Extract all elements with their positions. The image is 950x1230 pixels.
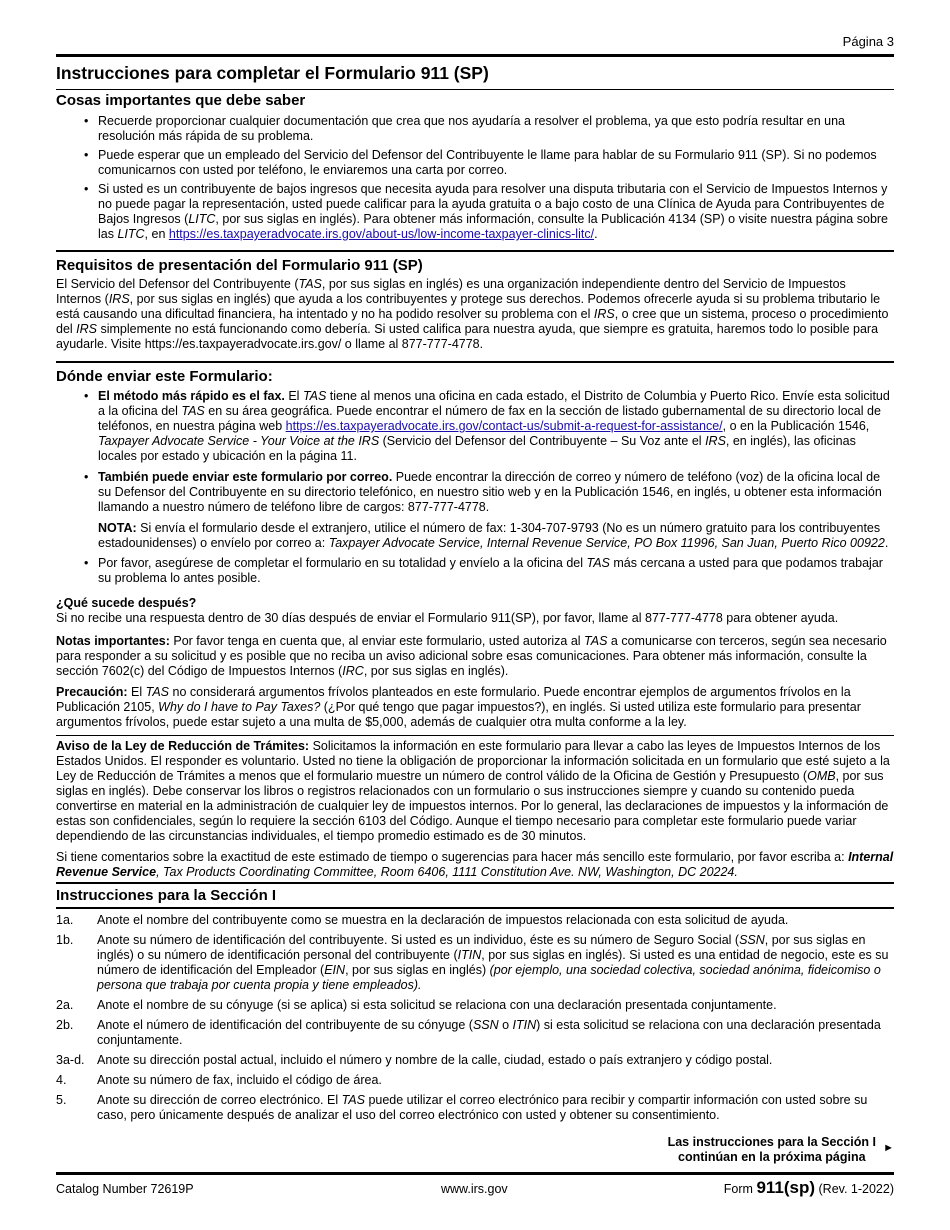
- note: NOTA: Si envía el formulario desde el extranjero, utilice el número de fax: 1-304-707-9793 (No es un número gratuito para los contribuyentes estadounidenses) o envíelo por correo a: Taxpayer Advocate Service, Internal Revenue Service, PO Box 11996, San Juan, Puerto Rico 00922.: [98, 521, 889, 550]
- instruction-row: 3a-d. Anote su dirección postal actual, incluido el número y nombre de la calle, ciudad, estado o país extranjero y código postal.: [56, 1053, 773, 1067]
- continued-notice: Las instrucciones para la Sección I continúan en la próxima página: [667, 1135, 876, 1164]
- instruction-row: 2a. Anote el nombre de su cónyuge (si se aplica) si esta solicitud se relaciona con una declaración presentada conjuntamente.: [56, 998, 777, 1012]
- section-heading: Dónde enviar este Formulario:: [56, 368, 273, 385]
- catalog-number: Catalog Number 72619P: [56, 1182, 194, 1196]
- list-item: • Por favor, asegúrese de completar el formulario en su totalidad y envíelo a la oficina del TAS más cercana a usted para que podamos trabajar su problema lo antes posible.: [56, 556, 894, 586]
- section-where-to-send: [56, 361, 894, 590]
- section-what-happens-next: [56, 596, 894, 730]
- form-identifier: Form 911(sp) (Rev. 1-2022): [723, 1178, 894, 1197]
- right-arrow-icon: ►: [883, 1142, 894, 1154]
- section-part-i-instructions: [56, 882, 894, 1128]
- subheading: ¿Qué sucede después?: [56, 596, 197, 610]
- page-number: Página 3: [842, 34, 894, 49]
- caution: Precaución: El TAS no considerará argumentos frívolos planteados en este formulario. Puede encontrar ejemplos de argumentos frívolos en la Publicación 2105, Why do I have to Pay Taxes? (¿Por qué tengo que pagar impuestos?), en inglés. Si usted utiliza este formulario para presentar argumentos frívolos, puede estar sujeto a una multa de $5,000, además de cualquier otra multa conforme a la ley.: [56, 685, 861, 729]
- list-item: • Recuerde proporcionar cualquier documentación que crea que nos ayudaría a resolver el problema, ya que esto podría resultar en una resolución más rápida de su problema.: [56, 114, 894, 144]
- important-notes: Notas importantes: Por favor tenga en cuenta que, al enviar este formulario, usted autoriza al TAS a comunicarse con terceros, según sea necesario para responder a su solicitud y es posible que no reciba un aviso adicional sobre esas comunicaciones. Para obtener más información, consulte la sección 7602(c) del Código de Impuestos Internos (IRC, por sus siglas en inglés).: [56, 634, 887, 678]
- section-paperwork-notice: [56, 735, 894, 880]
- paragraph: Si no recibe una respuesta dentro de 30 días después de enviar el Formulario 911(SP), por favor, llame al 877-777-4778 para obtener ayuda.: [56, 611, 839, 625]
- page-title: Instrucciones para completar el Formulario 911 (SP): [56, 54, 894, 84]
- list-item: • También puede enviar este formulario por correo. Puede encontrar la dirección de correo y número de teléfono (voz) de la oficina local de su Defensor del Contribuyente en su directorio telefónico, en nuestro sitio web y en la Publicación 1546, en inglés, u obtener esta información llamando a nuestro número de teléfono libre de cargos: 877-777-4778. NOTA: Si envía el formulario desde el extranjero, utilice el número de fax: 1-304-707-9793 (No es un número gratuito para los contribuyentes estadounidenses) o envíelo por correo a: Taxpayer Advocate Service, Internal Revenue Service, PO Box 11996, San Juan, Puerto Rico 00922.: [56, 470, 894, 551]
- list-item: • Si usted es un contribuyente de bajos ingresos que necesita ayuda para resolver una disputa tributaria con el Servicio de Impuestos Internos y no puede pagar la representación, usted puede calificar para la ayuda gratuita o a bajo costo de una Clínica de Ayuda para Contribuyentes de Bajos Ingresos (LITC, por sus siglas en inglés). Para obtener más información, consulte la Publicación 4134 (SP) o visite nuestra página sobre las LITC, en https://es.taxpayeradvocate.irs.gov/about-us/low-income-taxpayer-clinics-litc/.: [56, 182, 894, 242]
- comments-paragraph: Si tiene comentarios sobre la exactitud de este estimado de tiempo o sugerencias para hacer más sencillo este formulario, por favor escriba a: Internal Revenue Service, Tax Products Coordinating Committee, Room 6406, 1111 Constitution Ave. NW, Washington, DC 20224.: [56, 850, 894, 879]
- page-footer: [56, 1172, 894, 1197]
- instruction-row: 2b. Anote el número de identificación del contribuyente de su cónyuge (SSN o ITIN) si esta solicitud se relaciona con una declaración presentada conjuntamente.: [56, 1018, 881, 1047]
- section-heading: Requisitos de presentación del Formulario 911 (SP): [56, 257, 423, 274]
- section-filing-requirements: [56, 250, 894, 352]
- list-item: • Puede esperar que un empleado del Servicio del Defensor del Contribuyente le llame para hablar de su Formulario 911 (SP). Si no podemos comunicarnos con usted por teléfono, le enviaremos una carta por correo.: [56, 148, 894, 178]
- website: www.irs.gov: [441, 1182, 508, 1196]
- section-heading: Cosas importantes que debe saber: [56, 92, 306, 109]
- instruction-row: 4. Anote su número de fax, incluido el código de área.: [56, 1073, 382, 1087]
- instruction-row: 1a. Anote el nombre del contribuyente como se muestra en la declaración de impuestos relacionada con esta solicitud de ayuda.: [56, 913, 789, 927]
- paperwork-paragraph: Aviso de la Ley de Reducción de Trámites: Solicitamos la información en este formulario para llevar a cabo las leyes de Impuestos Internos de los Estados Unidos. El responder es voluntario. Usted no tiene la obligación de proporcionar la información solicitada en un formulario que esté sujeto a la Ley de Reducción de Trámites a menos que el formulario muestre un número de control válido de la Oficina de Gestión y Presupuesto (OMB, por sus siglas en inglés). Debe conservar los libros o registros relacionados con un formulario o sus instrucciones siempre y cuando su contenido pueda convertirse en material en la administración de cualquier ley de impuestos internos. Por lo general, las declaraciones de impuestos y la información de estas son confidenciales, según lo requiere la sección 6103 del Código. Aunque el tiempo necesario para completar este formulario puede variar dependiendo de las circunstancias individuales, el tiempo promedio estimado es de 30 minutos.: [56, 739, 890, 843]
- instruction-row: 5. Anote su dirección de correo electrónico. El TAS puede utilizar el correo electrónico para recibir y compartir información con usted sobre su caso, pero únicamente después de analizar el uso del correo electrónico con usted y obtener su consentimiento.: [56, 1093, 868, 1122]
- requirements-paragraph: El Servicio del Defensor del Contribuyente (TAS, por sus siglas en inglés) es una organización independiente dentro del Servicio de Impuestos Internos (IRS, por sus siglas en inglés) que ayuda a los contribuyentes y protege sus derechos. Podemos ofrecerle ayuda si su problema tributario le está causando una dificultad financiera, ha intentado y no ha podido resolver su problema con el IRS, o cree que un sistema, proceso o procedimiento del IRS simplemente no está funcionando como debería. Si usted califica para nuestra ayuda, que siempre es gratuita, haremos todo lo posible para ayudarle. Visite https://es.taxpayeradvocate.irs.gov/ o llame al 877-777-4778.: [56, 277, 889, 351]
- section-heading: Instrucciones para la Sección I: [56, 884, 894, 909]
- instruction-row: 1b. Anote su número de identificación del contribuyente. Si usted es un individuo, éste es su número de Seguro Social (SSN, por sus siglas en inglés) o su número de identificación personal del contribuyente (ITIN, por sus siglas en inglés). Si usted es una entidad de negocio, este es su número de identificación del Empleador (EIN, por sus siglas en inglés) (por ejemplo, una sociedad colectiva, sociedad anónima, fideicomiso o persona que trabaja por cuenta propia y tiene empleados).: [56, 933, 889, 992]
- section-important-things: [56, 89, 894, 246]
- litc-link[interactable]: https://es.taxpayeradvocate.irs.gov/about-us/low-income-taxpayer-clinics-litc/: [168, 227, 595, 241]
- list-item: • El método más rápido es el fax. El TAS tiene al menos una oficina en cada estado, el Distrito de Columbia y Puerto Rico. Envíe esta solicitud a la oficina del TAS en su área geográfica. Puede encontrar el número de fax en la sección de listado gubernamental de su directorio local de teléfonos, en nuestra página web https://es.taxpayeradvocate.irs.gov/contact-us/submit-a-request-for-assistance/, o en la Publicación 1546, Taxpayer Advocate Service - Your Voice at the IRS (Servicio del Defensor del Contribuyente – Su Voz ante el IRS, en inglés), las oficinas locales por estado y ubicación en la página 11.: [56, 389, 894, 464]
- request-assistance-link[interactable]: https://es.taxpayeradvocate.irs.gov/contact-us/submit-a-request-for-assistance/: [285, 419, 723, 433]
